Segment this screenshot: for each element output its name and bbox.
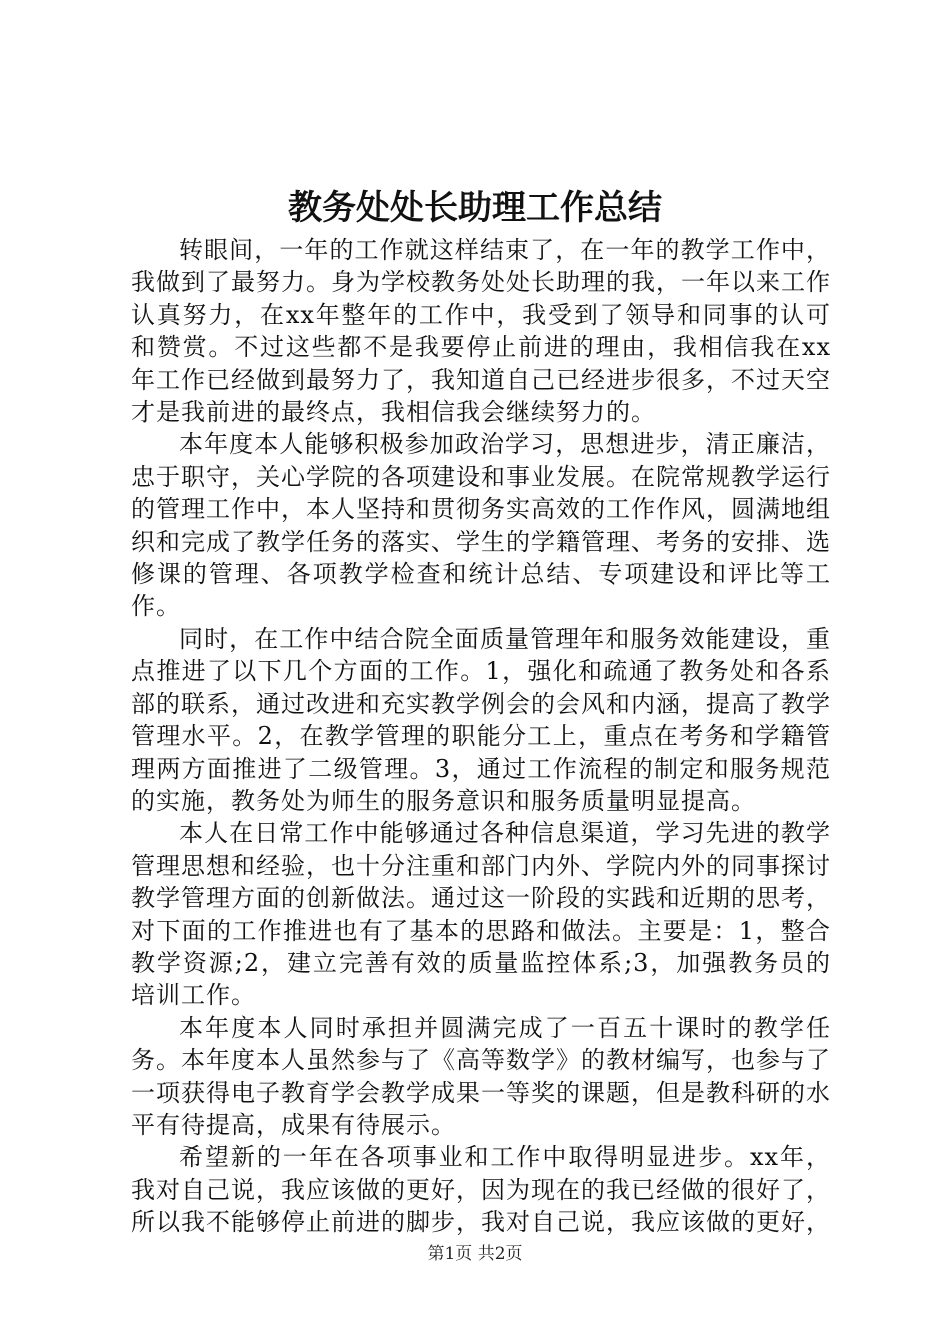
document-title: 教务处处长助理工作总结 bbox=[288, 188, 662, 228]
paragraph-5: 本年度本人同时承担并圆满完成了一百五十课时的教学任务。本年度本人虽然参与了《高等数学》的教材编写，也参与了一项获得电子教育学会教学成果一等奖的课题，但是教科研的水平有待提高，成果有待展示。 bbox=[131, 1013, 831, 1139]
document-body bbox=[131, 234, 831, 1239]
paragraph-1: 转眼间，一年的工作就这样结束了，在一年的教学工作中，我做到了最努力。身为学校教务处处长助理的我，一年以来工作认真努力，在xx年整年的工作中，我受到了领导和同事的认可和赞赏。不过这些都不是我要停止前进的理由，我相信我在xx年工作已经做到最努力了，我知道自己已经进步很多，不过天空才是我前进的最终点，我相信我会继续努力的。 bbox=[131, 236, 831, 427]
page-number-footer: 第1页 共2页 bbox=[427, 1244, 523, 1264]
paragraph-4: 本人在日常工作中能够通过各种信息渠道，学习先进的教学管理思想和经验，也十分注重和部门内外、学院内外的同事探讨教学管理方面的创新做法。通过这一阶段的实践和近期的思考，对下面的工作推进也有了基本的思路和做法。主要是：1，整合教学资源;2，建立完善有效的质量监控体系;3，加强教务员的培训工作。 bbox=[131, 819, 831, 1010]
paragraph-3: 同时，在工作中结合院全面质量管理年和服务效能建设，重点推进了以下几个方面的工作。1，强化和疏通了教务处和各系部的联系，通过改进和充实教学例会的会风和内涵，提高了教学管理水平。2，在教学管理的职能分工上，重点在考务和学籍管理两方面推进了二级管理。3，通过工作流程的制定和服务规范的实施，教务处为师生的服务意识和服务质量明显提高。 bbox=[131, 624, 831, 815]
paragraph-2: 本年度本人能够积极参加政治学习，思想进步，清正廉洁，忠于职守，关心学院的各项建设和事业发展。在院常规教学运行的管理工作中，本人坚持和贯彻务实高效的工作作风，圆满地组织和完成了教学任务的落实、学生的学籍管理、考务的安排、选修课的管理、各项教学检查和统计总结、专项建设和评比等工作。 bbox=[131, 430, 831, 621]
paragraph-6: 希望新的一年在各项事业和工作中取得明显进步。xx年，我对自己说，我应该做的更好，因为现在的我已经做的很好了，所以我不能够停止前进的脚步，我对自己说，我应该做的更好， bbox=[131, 1143, 831, 1237]
